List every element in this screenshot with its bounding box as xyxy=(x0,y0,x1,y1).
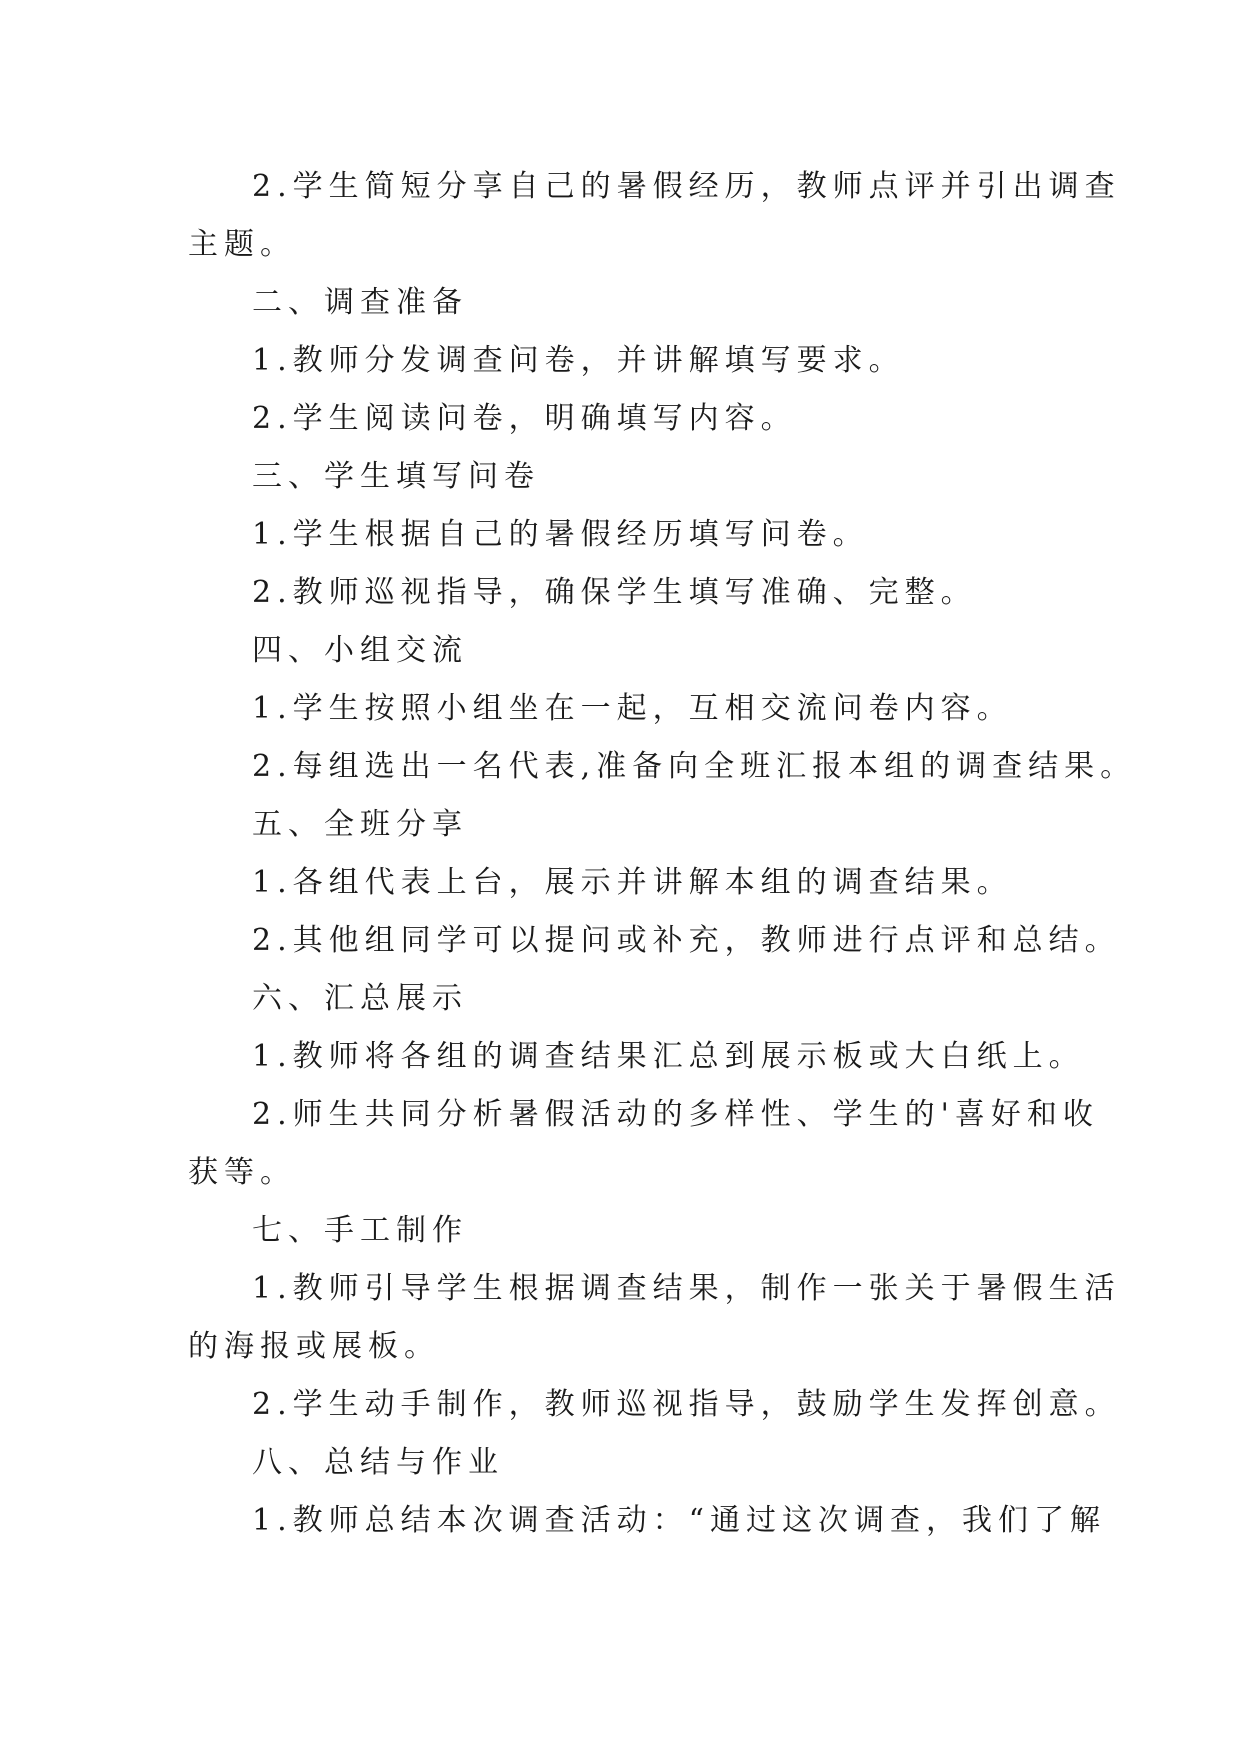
paragraph-line: 2.师生共同分析暑假活动的多样性、学生的'喜好和收 xyxy=(252,1097,1099,1132)
paragraph-line: 1.各组代表上台，展示并讲解本组的调查结果。 xyxy=(252,865,1013,900)
paragraph-line: 1.学生按照小组坐在一起，互相交流问卷内容。 xyxy=(252,691,1013,726)
section-heading: 八、总结与作业 xyxy=(252,1445,504,1480)
paragraph-line: 2.学生动手制作，教师巡视指导，鼓励学生发挥创意。 xyxy=(252,1387,1121,1422)
section-heading: 六、汇总展示 xyxy=(252,981,468,1016)
section-heading: 三、学生填写问卷 xyxy=(252,459,540,494)
paragraph-line: 1.教师分发调查问卷，并讲解填写要求。 xyxy=(252,343,905,378)
paragraph-line: 获等。 xyxy=(188,1155,296,1190)
paragraph-line: 2.其他组同学可以提问或补充，教师进行点评和总结。 xyxy=(252,923,1121,958)
paragraph-line: 2.学生简短分享自己的暑假经历，教师点评并引出调查 xyxy=(252,169,1121,204)
section-heading: 五、全班分享 xyxy=(252,807,468,842)
paragraph-line: 的海报或展板。 xyxy=(188,1329,440,1364)
paragraph-line: 1.学生根据自己的暑假经历填写问卷。 xyxy=(252,517,869,552)
paragraph-line: 2.教师巡视指导，确保学生填写准确、完整。 xyxy=(252,575,977,610)
paragraph-line: 主题。 xyxy=(188,227,296,262)
section-heading: 七、手工制作 xyxy=(252,1213,468,1248)
paragraph-line: 2.学生阅读问卷，明确填写内容。 xyxy=(252,401,797,436)
section-heading: 四、小组交流 xyxy=(252,633,468,668)
paragraph-line: 1.教师引导学生根据调查结果，制作一张关于暑假生活 xyxy=(252,1271,1121,1306)
paragraph-line: 1.教师将各组的调查结果汇总到展示板或大白纸上。 xyxy=(252,1039,1085,1074)
paragraph-line: 1.教师总结本次调查活动：“通过这次调查，我们了解 xyxy=(252,1503,1106,1538)
paragraph-line: 2.每组选出一名代表,准备向全班汇报本组的调查结果。 xyxy=(252,749,1137,784)
document-body xyxy=(188,158,1137,1550)
section-heading: 二、调查准备 xyxy=(252,285,468,320)
